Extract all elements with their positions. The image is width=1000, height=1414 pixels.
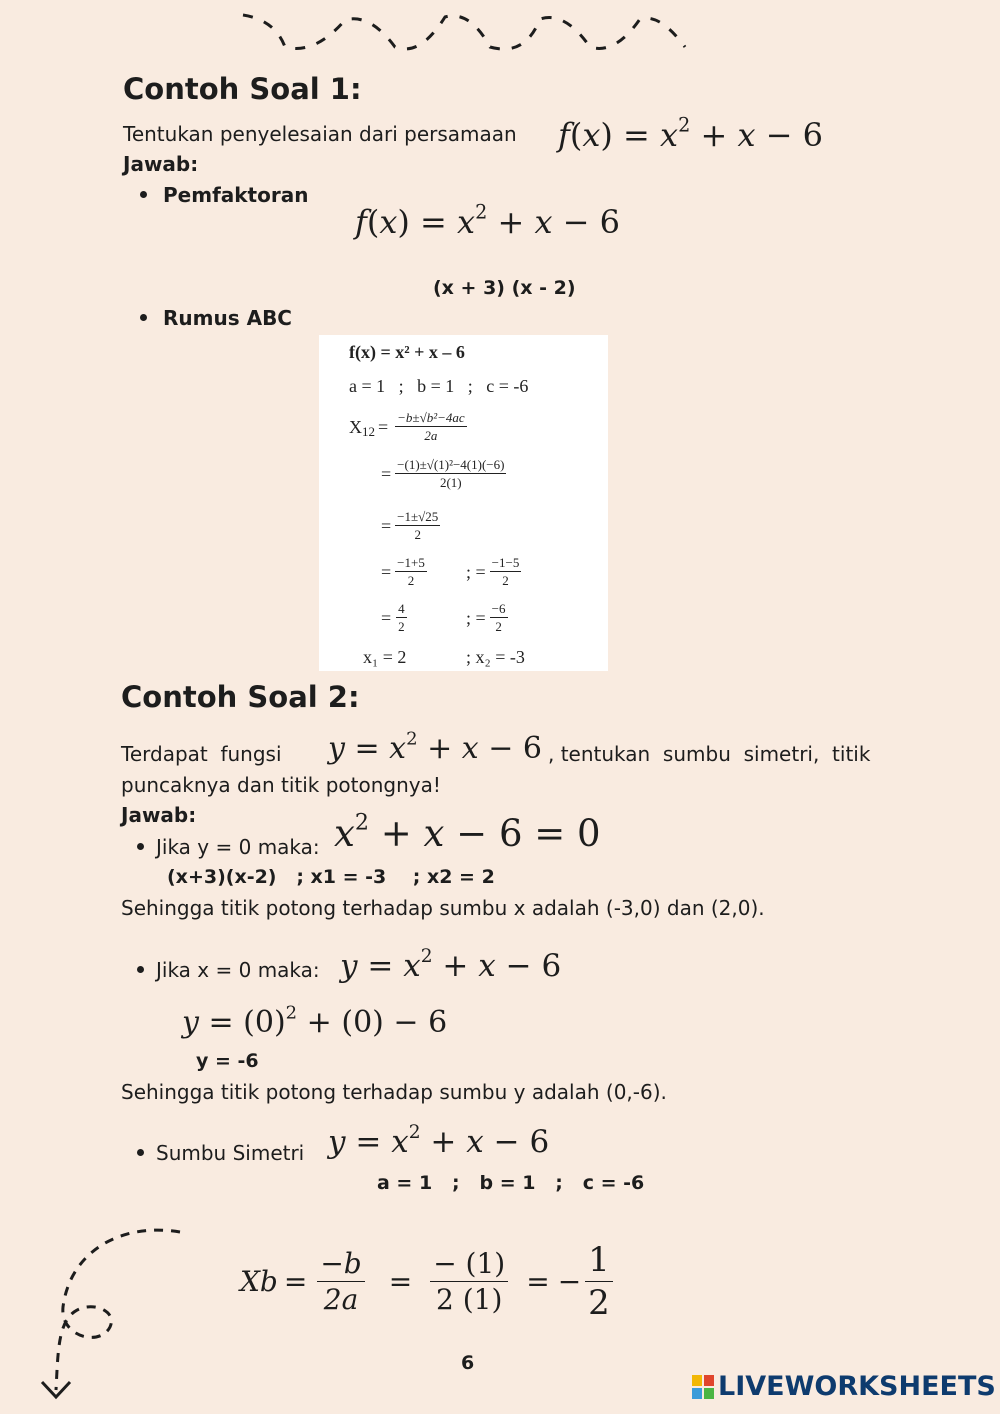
abc-step2: = $\frac{\text{−(1)±√(1)²−4(1)(−6)}}{2(1)}$: [381, 457, 505, 490]
abc-formula-image: [319, 335, 608, 671]
bullet-icon: [140, 314, 147, 321]
section2-answer-label: Jawab:: [121, 803, 197, 827]
abc-step5a: = $\frac{4}{2}$: [381, 601, 412, 635]
bullet-icon: [137, 1149, 144, 1156]
case1-label: [137, 835, 320, 859]
abc-x2: ; x₂ = -3: [466, 647, 525, 667]
abc-fraction: $\frac{-6}{2}$: [491, 601, 506, 634]
decorative-wave: [235, 5, 695, 55]
abc-fraction: $\frac{\text{−b±√b²−4ac}}{2a}$: [397, 410, 465, 443]
abc-step4a: = $\frac{-1+5}{2}$: [381, 555, 425, 588]
logo-badge-cell: [692, 1388, 702, 1399]
factoring-equation: $f(x) = x^2 + x - 6$: [355, 200, 620, 241]
abc-fraction: $\frac{\text{−(1)±√(1)²−4(1)(−6)}}{2(1)}$: [397, 457, 505, 490]
case1-equation: $x^2 + x - 6 = 0$: [334, 809, 601, 855]
abc-step5b: ; = $\frac{-6}{2}$: [466, 601, 506, 634]
bullet-rumus-abc: [140, 306, 292, 330]
abc-step1: X 12 = $\frac{\text{−b±√b²−4ac}}{2a}$: [349, 410, 465, 443]
bullet-pemfaktoran: [140, 183, 308, 207]
bullet-pemfaktoran-label: Pemfaktoran: [163, 183, 309, 207]
factored-result: (x + 3) (x - 2): [433, 277, 576, 299]
logo-badge-icon: [692, 1375, 714, 1399]
abc-fraction: $\frac{-1-5}{2}$: [491, 555, 520, 588]
case1-result: (x+3)(x-2) ; x1 = -3 ; x2 = 2: [167, 866, 495, 888]
case1-conclusion: Sehingga titik potong terhadap sumbu x adalah (-3,0) dan (2,0).: [121, 896, 765, 920]
liveworksheets-logo[interactable]: [692, 1372, 996, 1402]
abc-fraction: $\frac{-1+5}{2}$: [397, 555, 425, 588]
section2-intro-b: , tentukan sumbu simetri, titik: [548, 742, 871, 766]
abc-line2: a = 1 ; b = 1 ; c = -6: [349, 376, 529, 396]
section1-answer-label: Jawab:: [123, 152, 199, 176]
bullet-rumus-abc-label: Rumus ABC: [163, 306, 292, 330]
section2-title: Contoh Soal 2:: [121, 680, 360, 714]
case3-equation: $y = x^2 + x - 6$: [328, 1122, 550, 1160]
case3-label-text: Sumbu Simetri: [156, 1141, 305, 1165]
xb-fraction: $\frac{-b}{2a}$: [317, 1247, 364, 1316]
xb-fraction: $\frac{1}{2}$: [585, 1240, 613, 1323]
section1-title: Contoh Soal 1:: [123, 72, 362, 106]
logo-text: LIVEWORKSHEETS: [718, 1371, 996, 1402]
bullet-icon: [137, 843, 144, 850]
case2-label-text: Jika x = 0 maka:: [156, 958, 320, 982]
case3-coefficients: a = 1 ; b = 1 ; c = -6: [377, 1172, 645, 1194]
abc-step3: = $\frac{-1\pm√25}{2}$: [381, 509, 439, 542]
page-number: 6: [461, 1352, 475, 1374]
section2-intro-c: puncaknya dan titik potongnya!: [121, 773, 441, 797]
case2-substitution: $y = (0)^2 + (0) - 6$: [182, 1002, 448, 1040]
bullet-icon: [137, 966, 144, 973]
logo-badge-cell: [704, 1388, 714, 1399]
section2-intro-a: Terdapat fungsi: [121, 742, 282, 766]
case2-conclusion: Sehingga titik potong terhadap sumbu y adalah (0,-6).: [121, 1080, 667, 1104]
abc-step4b: ; = $\frac{-1-5}{2}$: [466, 555, 520, 588]
xb-formula: Xb = $\frac{-b}{2a}$ = $\frac{- (1)}{2 (1)}$ = − $\frac{1}{2}$: [240, 1240, 617, 1323]
case2-label: [137, 958, 320, 982]
decorative-arrow: [30, 1222, 200, 1407]
section1-equation: $f(x) = x^2 + x - 6$: [558, 113, 823, 154]
bullet-icon: [140, 191, 147, 198]
case2-result: y = -6: [196, 1050, 259, 1072]
abc-line1: f(x) = x² + x – 6: [349, 342, 465, 362]
abc-fraction: $\frac{4}{2}$: [398, 601, 405, 634]
section2-function: $y = x^2 + x - 6$: [328, 728, 543, 766]
logo-badge-cell: [692, 1375, 702, 1386]
case2-equation: $y = x^2 + x - 6$: [340, 946, 562, 984]
abc-fraction: $\frac{-1\pm√25}{2}$: [397, 509, 439, 542]
case1-label-text: Jika y = 0 maka:: [156, 835, 320, 859]
section1-question: Tentukan penyelesaian dari persamaan: [123, 122, 517, 146]
case3-label: [137, 1141, 304, 1165]
logo-badge-cell: [704, 1375, 714, 1386]
xb-fraction: $\frac{- (1)}{2 (1)}$: [430, 1247, 508, 1316]
abc-x1: x₁ = 2: [363, 647, 407, 667]
